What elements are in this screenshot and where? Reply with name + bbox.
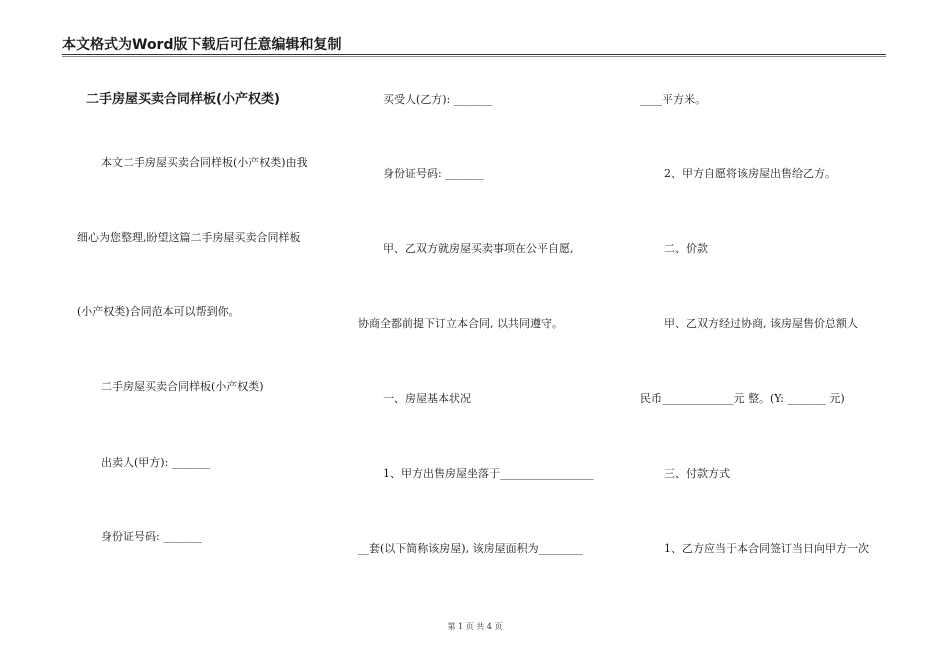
seller-field: 出卖人(甲方): _______ — [101, 456, 211, 469]
right-paragraph-line: 2、甲方自愿将该房屋出售给乙方。 — [664, 167, 836, 180]
seller-id-field: 身份证号码: _______ — [101, 530, 202, 543]
header-rule-thin — [62, 56, 886, 57]
middle-paragraph-line: 1、甲方出售房屋坐落于_________________ — [383, 467, 594, 480]
section-heading: 二、价款 — [664, 242, 708, 255]
section-heading: 一、房屋基本状况 — [383, 392, 471, 405]
left-paragraph-line: 二手房屋买卖合同样板(小产权类) — [101, 380, 264, 393]
page-number: 第 1 页 共 4 页 — [447, 622, 503, 631]
middle-paragraph-line: 协商全都前提下订立本合同, 以共同遵守。 — [358, 317, 563, 330]
middle-paragraph-line: __套(以下简称该房屋), 该房屋面积为________ — [358, 542, 583, 555]
left-paragraph-line: (小产权类)合同范本可以帮到你。 — [77, 305, 240, 318]
middle-paragraph-line: 甲、乙双方就房屋买卖事项在公平自愿, — [383, 242, 574, 255]
contract-title: 二手房屋买卖合同样板(小产权类) — [86, 92, 280, 107]
buyer-id-field: 身份证号码: _______ — [383, 167, 484, 180]
left-paragraph-line: 本文二手房屋买卖合同样板(小产权类)由我 — [101, 156, 308, 169]
price-field: 民币_____________元 整。(Y: _______ 元) — [640, 392, 845, 405]
left-paragraph-line: 细心为您整理,盼望这篇二手房屋买卖合同样板 — [77, 231, 301, 244]
buyer-field: 买受人(乙方): _______ — [383, 93, 493, 106]
right-paragraph-line: ____平方米。 — [640, 93, 706, 106]
right-paragraph-line: 1、乙方应当于本合同签订当日向甲方一次 — [664, 542, 869, 555]
right-paragraph-line: 甲、乙双方经过协商, 该房屋售价总额人 — [664, 317, 858, 330]
document-header: 本文格式为Word版下载后可任意编辑和复制 — [62, 37, 342, 53]
header-rule — [62, 54, 886, 55]
section-heading: 三、付款方式 — [664, 467, 730, 480]
